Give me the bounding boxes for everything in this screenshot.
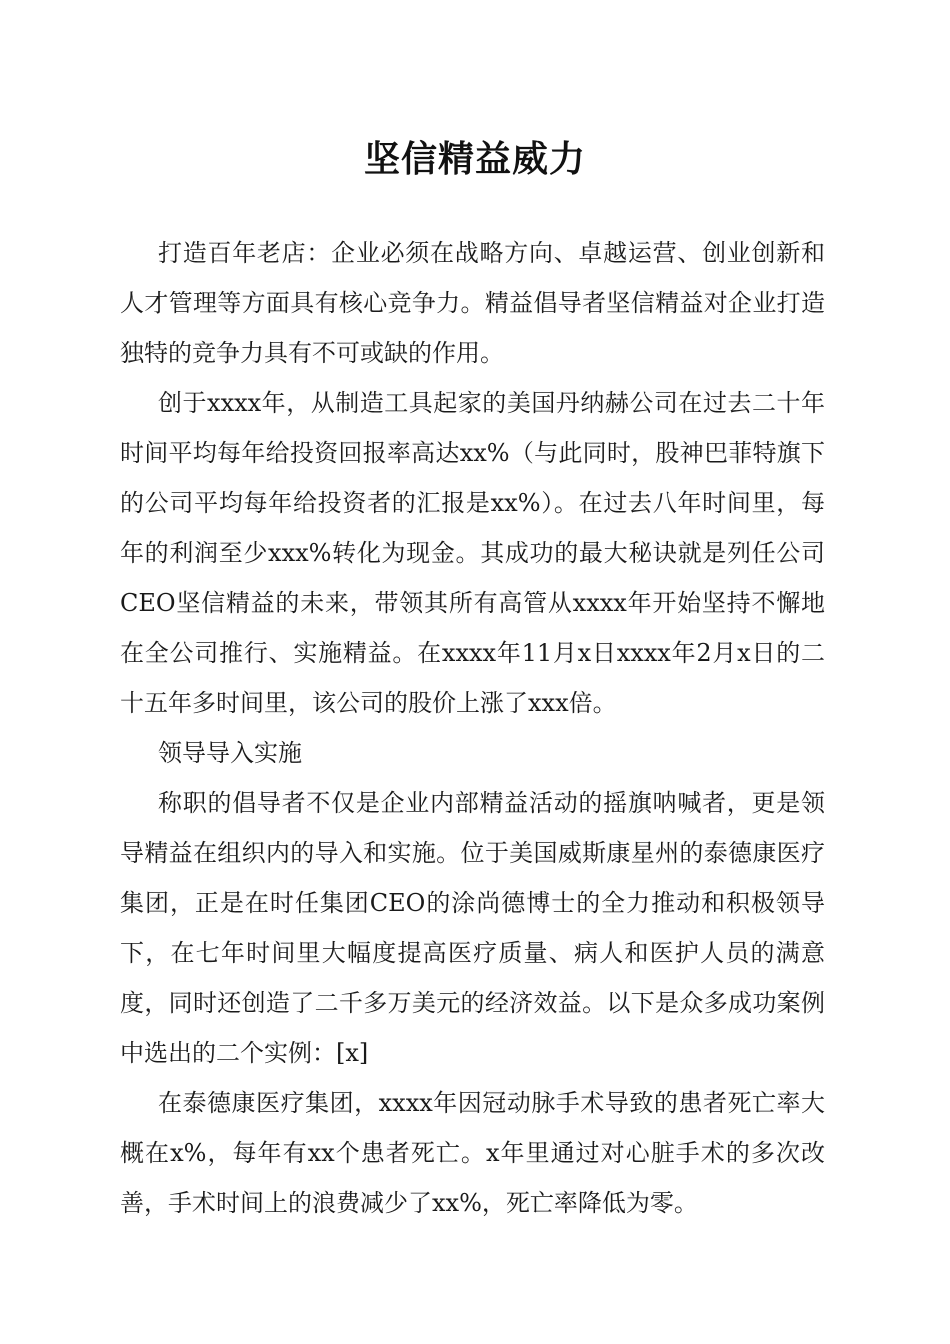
paragraph-danaher: 创于xxxx年，从制造工具起家的美国丹纳赫公司在过去二十年时间平均每年给投资回报率高达xx%（与此同时，股神巴菲特旗下的公司平均每年给投资者的汇报是xx%）。在过去八年时间里，每年的利润至少xxx%转化为现金。其成功的最大秘诀就是列任公司CEO坚信精益的未来，带领其所有高管从xxxx年开始坚持不懈地在全公司推行、实施精益。在xxxx年11月x日xxxx年2月x日的二十五年多时间里，该公司的股价上涨了xxx倍。 xyxy=(120,389,825,717)
paragraph-thedacare: 称职的倡导者不仅是企业内部精益活动的摇旗呐喊者，更是领导精益在组织内的导入和实施。位于美国威斯康星州的泰德康医疗集团，正是在时任集团CEO的涂尚德博士的全力推动和积极领导下，在七年时间里大幅度提高医疗质量、病人和医护人员的满意度，同时还创造了二千多万美元的经济效益。以下是众多成功案例中选出的二个实例：[x] xyxy=(120,789,825,1067)
section-heading: 领导导入实施 xyxy=(158,739,302,767)
paragraph-cardiac-case: 在泰德康医疗集团，xxxx年因冠动脉手术导致的患者死亡率大概在x%，每年有xx个患者死亡。x年里通过对心脏手术的多次改善，手术时间上的浪费减少了xx%，死亡率降低为零。 xyxy=(120,1089,825,1217)
paragraph-intro: 打造百年老店：企业必须在战略方向、卓越运营、创业创新和人才管理等方面具有核心竞争力。精益倡导者坚信精益对企业打造独特的竞争力具有不可或缺的作用。 xyxy=(120,239,825,367)
document-body xyxy=(120,228,825,1228)
document-title: 坚信精益威力 xyxy=(363,138,586,180)
